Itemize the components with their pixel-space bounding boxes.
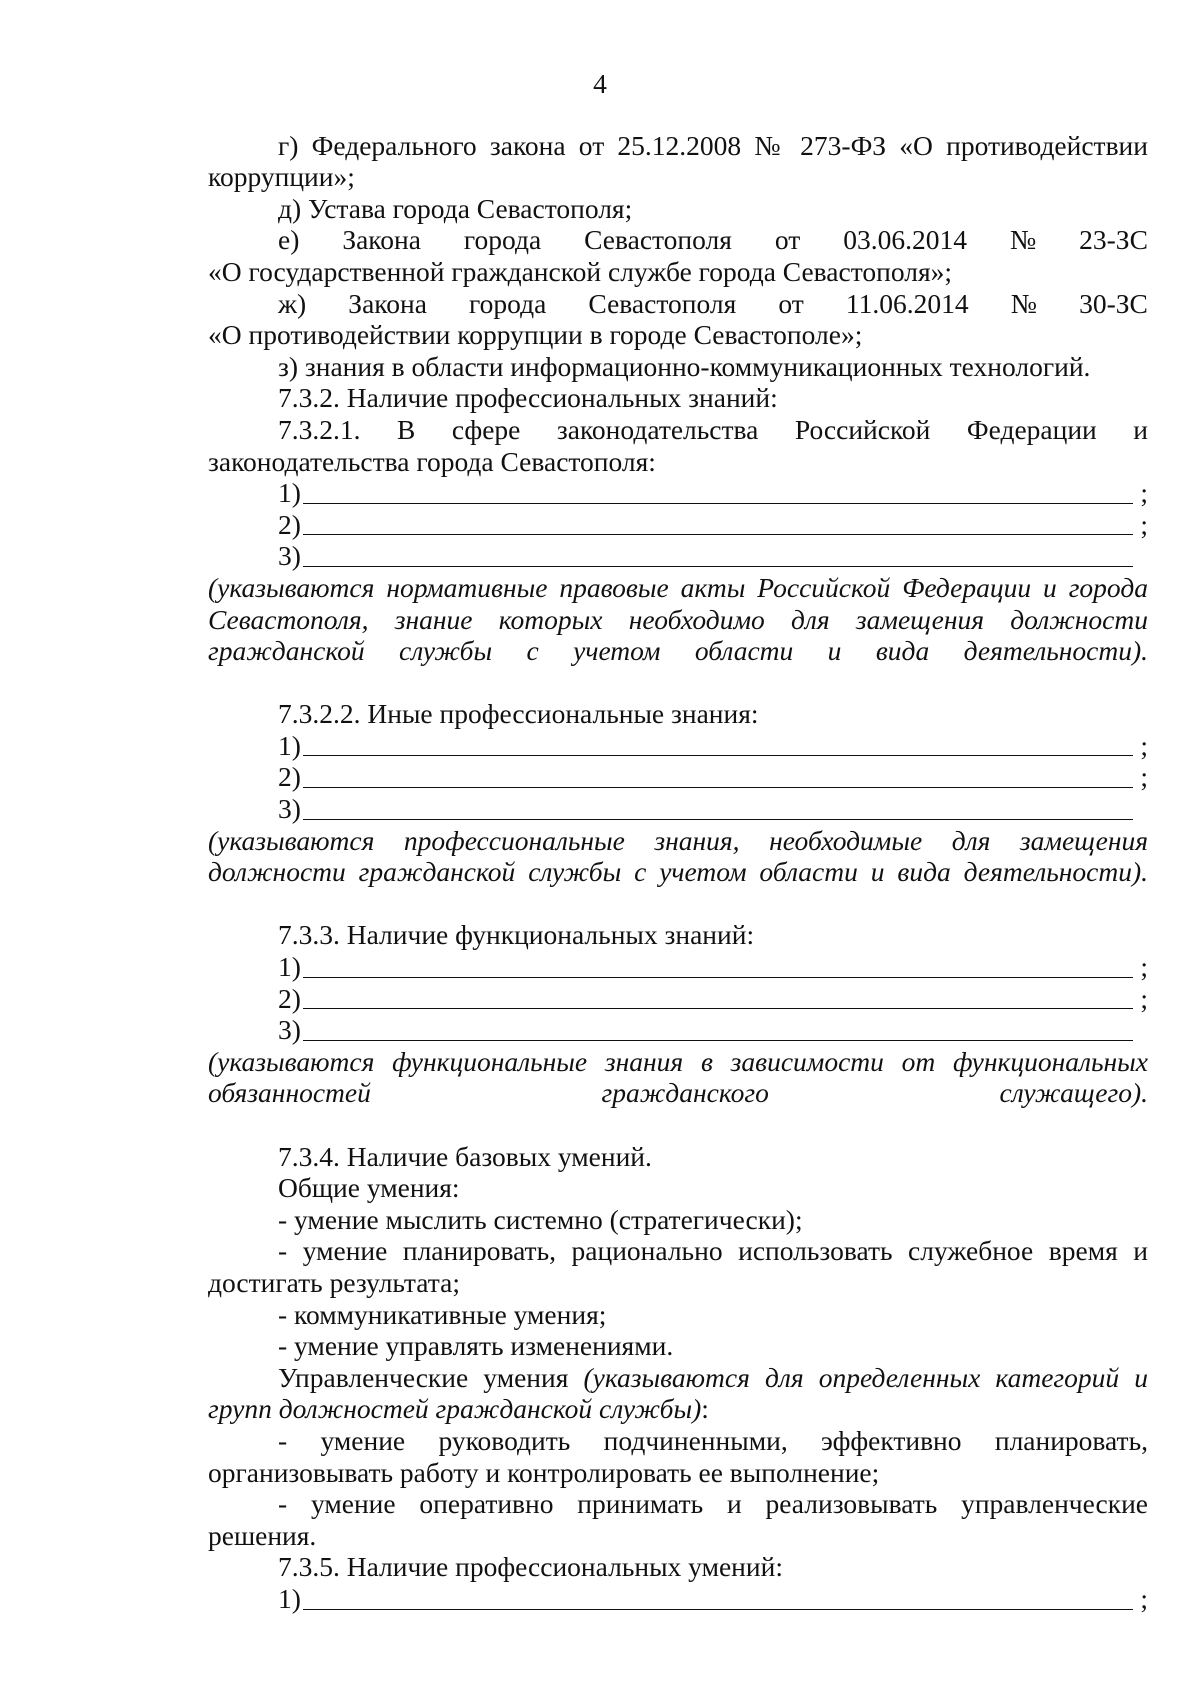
blank-line-item[interactable]: [278, 1583, 1148, 1615]
note-legal-acts: (указываются нормативные правовые акты Российской Федерации и города Севастополя, знание которых необходимо для замещения должности гражданской службы с учетом области и вида деятельности).: [208, 571, 1148, 667]
para-e-rest: «О государственной гражданской службе города Севастополя»;: [208, 255, 952, 287]
blank-line-item[interactable]: [278, 951, 1148, 983]
page-number: 4: [593, 68, 607, 99]
line-terminator: ;: [1140, 729, 1148, 761]
fill-line[interactable]: [303, 1015, 1133, 1041]
word: 23-ЗС: [1079, 224, 1148, 256]
blank-line-item[interactable]: [278, 477, 1148, 509]
para-e: [208, 224, 1148, 287]
para-zh: [208, 288, 1148, 351]
word: е): [278, 224, 300, 256]
list-number: 1): [278, 729, 301, 761]
blank-line-item[interactable]: [278, 761, 1148, 793]
list-number: 1): [278, 951, 301, 983]
punctuation: :: [701, 1393, 709, 1425]
section-7-3-2-1-title: 7.3.2.1. В сфере законодательства Российской Федерации и законодательства города Севастополя:: [208, 413, 1148, 477]
list-number: 3): [278, 540, 301, 572]
para-zh-rest: «О противодействии коррупции в городе Севастополе»;: [208, 319, 863, 351]
fill-line[interactable]: [303, 509, 1133, 535]
list-number: 2): [278, 508, 301, 540]
word: Севастополя: [588, 287, 737, 319]
section-7-3-5-title: 7.3.5. Наличие профессиональных умений:: [278, 1551, 783, 1583]
word: Севастополя: [584, 224, 732, 256]
word: ж): [278, 287, 307, 319]
management-skills-note: (указываются для определенных категорий и групп должностей гражданской службы): [208, 1361, 1148, 1425]
fill-line[interactable]: [303, 1584, 1133, 1610]
blank-line-item[interactable]: [278, 730, 1148, 762]
fill-line[interactable]: [303, 541, 1133, 567]
management-skill-item: - умение руководить подчиненными, эффективно планировать, организовывать работу и контролировать ее выполнение;: [208, 1424, 1148, 1488]
word: Закона: [342, 224, 421, 256]
blank-line-item[interactable]: [278, 509, 1148, 541]
word: №: [1009, 224, 1037, 256]
fill-line[interactable]: [303, 952, 1133, 978]
fill-line[interactable]: [303, 730, 1133, 756]
word: 11.06.2014: [845, 287, 969, 319]
line-terminator: ;: [1140, 477, 1148, 509]
section-7-3-4-title: 7.3.4. Наличие базовых умений.: [278, 1140, 652, 1172]
blank-line-item[interactable]: [278, 1014, 1148, 1046]
line-terminator: ;: [1140, 508, 1148, 540]
word: от: [774, 224, 801, 256]
list-number: 3): [278, 793, 301, 825]
list-number: 2): [278, 761, 301, 793]
word: 03.06.2014: [843, 224, 967, 256]
line-terminator: ;: [1140, 951, 1148, 983]
section-7-3-2-2-title: 7.3.2.2. Иные профессиональные знания:: [278, 698, 759, 730]
list-number: 2): [278, 982, 301, 1014]
word: Закона: [348, 287, 427, 319]
fill-line[interactable]: [303, 478, 1133, 504]
list-number: 3): [278, 1014, 301, 1046]
general-skill-item: - умение управлять изменениями.: [278, 1330, 674, 1362]
general-skill-item: - коммуникативные умения;: [278, 1298, 607, 1330]
line-terminator: ;: [1140, 1582, 1148, 1614]
note-professional-knowledge: (указываются профессиональные знания, необходимые для замещения должности гражданской службы с учетом области и вида деятельности).: [208, 824, 1148, 888]
general-skill-item: - умение планировать, рационально использовать служебное время и достигать результата;: [208, 1235, 1148, 1298]
general-skill-item: - умение мыслить системно (стратегически);: [278, 1203, 803, 1235]
blank-line-item[interactable]: [278, 793, 1148, 825]
fill-line[interactable]: [303, 794, 1133, 820]
fill-line[interactable]: [303, 983, 1133, 1009]
word: 30-ЗС: [1079, 287, 1148, 319]
para-z: з) знания в области информационно-коммуникационных технологий.: [278, 350, 1091, 382]
management-skills-label: Управленческие умения: [278, 1361, 569, 1393]
word: города: [469, 287, 547, 319]
blank-line-item[interactable]: [278, 540, 1148, 572]
note-functional-knowledge: (указываются функциональные знания в зависимости от функциональных обязанностей гражданского служащего).: [208, 1045, 1148, 1109]
word: от: [778, 287, 804, 319]
section-7-3-2-title: 7.3.2. Наличие профессиональных знаний:: [278, 382, 778, 414]
fill-line[interactable]: [303, 762, 1133, 788]
word: №: [1010, 287, 1037, 319]
list-number: 1): [278, 1582, 301, 1614]
section-7-3-3-title: 7.3.3. Наличие функциональных знаний:: [278, 919, 755, 951]
para-g: г) Федерального закона от 25.12.2008 № 273-ФЗ «О противодействии коррупции»;: [208, 129, 1148, 193]
word: города: [463, 224, 542, 256]
general-skills-title: Общие умения:: [278, 1172, 460, 1204]
line-terminator: ;: [1140, 761, 1148, 793]
management-skills-title: [208, 1362, 1148, 1425]
blank-line-item[interactable]: [278, 983, 1148, 1015]
list-number: 1): [278, 477, 301, 509]
line-terminator: ;: [1140, 982, 1148, 1014]
para-d: д) Устава города Севастополя;: [278, 192, 633, 224]
management-skill-item: - умение оперативно принимать и реализовывать управленческие решения.: [208, 1488, 1148, 1551]
